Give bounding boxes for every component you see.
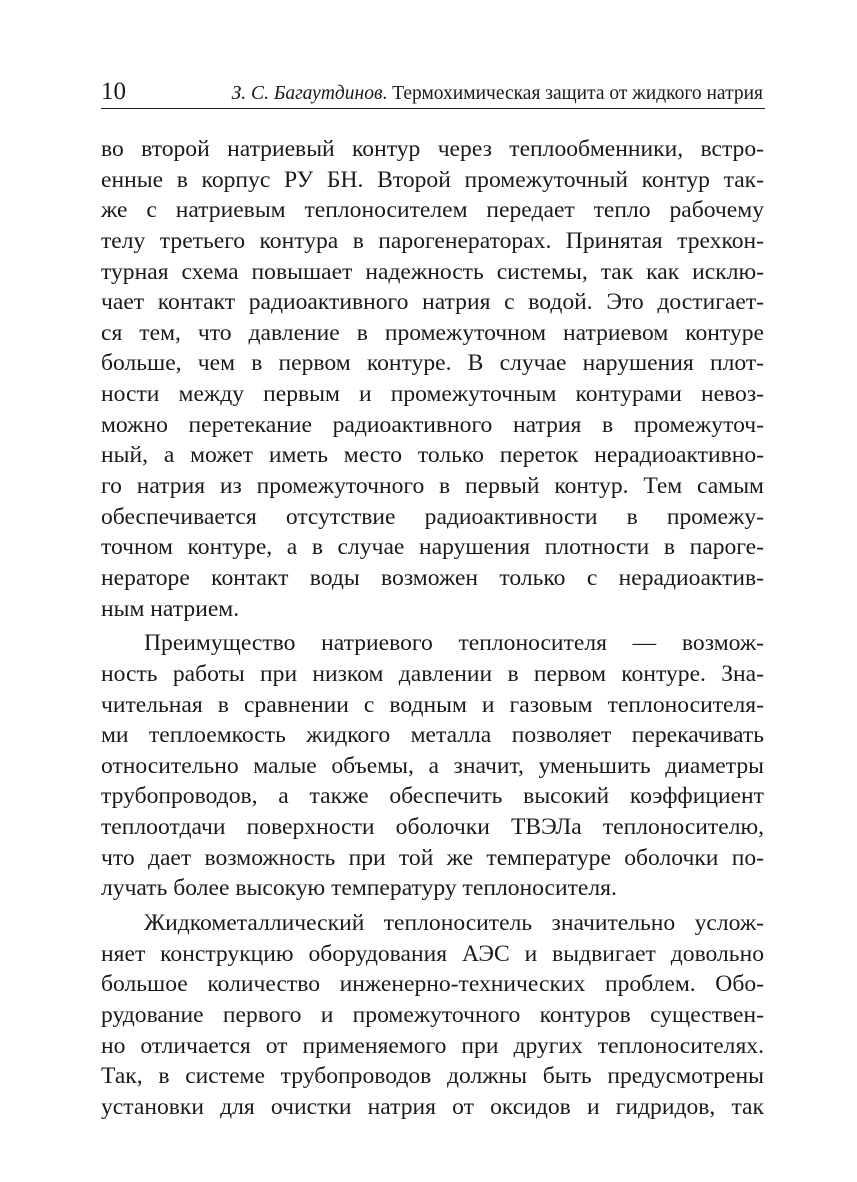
body-text (101, 134, 764, 1123)
text-line: трубопроводов, а также обеспечить высокий коэффициент (101, 783, 764, 810)
running-head-author: З. С. Багаутдинов (231, 83, 383, 104)
running-head (232, 83, 763, 105)
text-line: Жидкометаллический теплоноситель значительно услож- (144, 910, 764, 937)
text-line: чает контакт радиоактивного натрия с водой. Это достигает- (101, 289, 764, 316)
text-line: больше, чем в первом контуре. В случае нарушения плот- (101, 350, 764, 377)
text-line: ный, а может иметь место только переток нерадиоактивно- (101, 442, 764, 469)
text-line: точном контуре, а в случае нарушения плотности в пароге- (101, 534, 764, 561)
text-line: телу третьего контура в парогенераторах. Принятая трехкон- (101, 227, 764, 254)
text-line: установки для очистки натрия от оксидов и гидридов, так (101, 1093, 764, 1120)
text-line: го натрия из промежуточного в первый контур. Тем самым (101, 473, 764, 500)
text-line: большое количество инженерно-технических проблем. Обо- (101, 971, 764, 998)
text-line: Так, в системе трубопроводов должны быть предусмотрены (101, 1063, 764, 1090)
running-header (101, 78, 765, 109)
text-line: что дает возможность при той же температуре оболочки по- (101, 844, 764, 871)
text-line: ным натрием. (101, 595, 240, 622)
text-line: обеспечивается отсутствие радиоактивности в промежу- (101, 503, 764, 530)
paragraph-1 (101, 134, 764, 624)
running-head-title: . Термохимическая защита от жидкого натрия (382, 83, 763, 104)
text-line: можно перетекание радиоактивного натрия в промежуточ- (101, 411, 764, 438)
text-line: чительная в сравнении с водным и газовым теплоносителя- (101, 691, 764, 718)
text-line: няет конструкцию оборудования АЭС и выдвигает довольно (101, 940, 764, 967)
text-line: теплоотдачи поверхности оболочки ТВЭЛа теплоносителю, (101, 814, 764, 841)
text-line: нераторе контакт воды возможен только с нерадиоактив- (101, 564, 764, 591)
paragraph-3 (101, 908, 764, 1122)
text-line: же с натриевым теплоносителем передает тепло рабочему (101, 197, 764, 224)
page-number: 10 (101, 78, 126, 105)
text-line: ности между первым и промежуточным контурами невоз- (101, 381, 764, 408)
text-line: ность работы при низком давлении в первом контуре. Зна- (101, 660, 764, 687)
text-line: турная схема повышает надежность системы, так как исклю- (101, 258, 764, 285)
text-line: ми теплоемкость жидкого металла позволяет перекачивать (101, 722, 764, 749)
text-line: относительно малые объемы, а значит, уменьшить диаметры (101, 752, 764, 779)
text-line: но отличается от применяемого при других теплоносителях. (101, 1032, 764, 1059)
text-line: рудование первого и промежуточного контуров существен- (101, 1001, 764, 1028)
paragraph-2 (101, 628, 764, 904)
text-line: во второй натриевый контур через теплообменники, встро- (101, 136, 764, 162)
text-line: енные в корпус РУ БН. Второй промежуточный контур так- (101, 166, 764, 193)
text-line: ся тем, что давление в промежуточном натриевом контуре (101, 319, 764, 346)
text-line: лучать более высокую температуру теплоносителя. (101, 875, 617, 902)
text-line: Преимущество натриевого теплоносителя — возмож- (144, 630, 764, 657)
